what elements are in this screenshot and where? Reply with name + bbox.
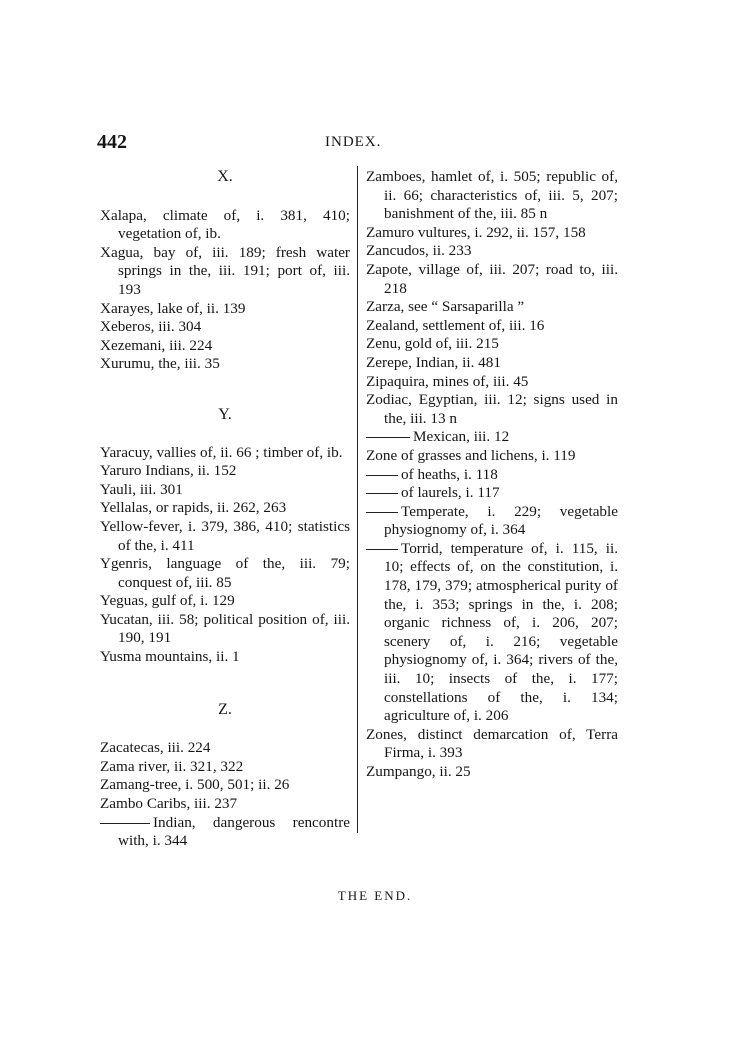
section-letter-y: Y. <box>218 405 232 423</box>
sub-entry-text: Temperate, i. 229; vegetable physiognomy of, i. 364 <box>384 502 618 539</box>
index-sub-entry <box>366 428 618 447</box>
ditto-dash <box>366 512 398 513</box>
index-entry: Zone of grasses and lichens, i. 119 <box>366 446 576 464</box>
index-entry: Xagua, bay of, iii. 189; fresh water springs in the, iii. 191; port of, iii. 193 <box>100 243 350 298</box>
index-entry: Xeberos, iii. 304 <box>100 318 202 336</box>
the-end-footer: THE END. <box>337 888 413 903</box>
page-number: 442 <box>97 131 127 153</box>
index-entry: Yaruro Indians, ii. 152 <box>100 462 237 480</box>
index-entry: Zancudos, ii. 233 <box>366 242 472 260</box>
index-entry: Yaracuy, vallies of, ii. 66 ; timber of, ib. <box>100 443 343 461</box>
column-divider <box>357 166 358 833</box>
ditto-dash <box>100 823 150 824</box>
right-column <box>366 168 618 782</box>
ditto-dash <box>366 493 398 494</box>
index-sub-entry <box>366 540 618 726</box>
index-entry: Ygenris, language of the, iii. 79; conquest of, iii. 85 <box>100 555 350 591</box>
sub-entry-text: Mexican, iii. 12 <box>413 428 510 446</box>
index-entry: Zumpango, ii. 25 <box>366 763 471 780</box>
index-entry: Xurumu, the, iii. 35 <box>100 355 220 373</box>
index-entry: Zenu, gold of, iii. 215 <box>366 335 499 353</box>
index-entry: Yusma mountains, ii. 1 <box>100 648 240 666</box>
index-entry: Zipaquira, mines of, iii. 45 <box>366 372 529 390</box>
ditto-dash <box>366 549 398 550</box>
sub-entry-text: Indian, dangerous rencontre with, i. 344 <box>118 813 350 850</box>
index-entry: Zama river, ii. 321, 322 <box>100 757 244 775</box>
index-sub-entry <box>366 503 618 540</box>
index-entry: Zapote, village of, iii. 207; road to, iii. 218 <box>366 260 618 297</box>
ditto-dash <box>366 475 398 476</box>
index-entry: Zones, distinct demarcation of, Terra Firma, i. 393 <box>366 725 618 762</box>
index-entry: Zerepe, Indian, ii. 481 <box>366 353 501 371</box>
index-entry: Zambo Caribs, iii. 237 <box>100 795 238 813</box>
index-entry: Zodiac, Egyptian, iii. 12; signs used in the, iii. 13 n <box>366 391 618 427</box>
index-entry: Yellalas, or rapids, ii. 262, 263 <box>100 499 287 517</box>
index-sub-entry <box>366 466 618 485</box>
sub-entry-text: of heaths, i. 118 <box>401 465 498 483</box>
index-entry: Zamang-tree, i. 500, 501; ii. 26 <box>100 776 290 794</box>
section-letter-z: Z. <box>218 700 232 718</box>
index-entry: Zarza, see “ Sarsaparilla ” <box>366 298 525 316</box>
section-letter-x: X. <box>217 168 233 185</box>
index-entry: Zamuro vultures, i. 292, ii. 157, 158 <box>366 223 586 241</box>
page-header <box>0 131 750 153</box>
sub-entry-text: Torrid, temperature of, i. 115, ii. 10; effects of, on the constitution, i. 178, 179, 379; atmospherical purity of the, i. 353; springs in the, i. 208; organic richness of, i. 206, 207; scenery of, i. 216; vegetable physiognomy of, i. 364; rivers of the, iii. 10; insects of the, i. 177; constellations of the, i. 134; agriculture of, i. 206 <box>384 539 618 725</box>
ditto-dash <box>366 437 410 438</box>
index-entry: Zealand, settlement of, iii. 16 <box>366 316 545 334</box>
index-entry: Xarayes, lake of, ii. 139 <box>100 299 246 317</box>
index-entry: Yauli, iii. 301 <box>100 480 183 498</box>
index-sub-entry <box>100 814 350 851</box>
index-entry: Xezemani, iii. 224 <box>100 336 213 354</box>
index-entry: Zacatecas, iii. 224 <box>100 739 211 757</box>
running-head: INDEX. <box>325 134 382 150</box>
index-entry: Yucatan, iii. 58; political position of, iii. 190, 191 <box>100 610 350 647</box>
sub-entry-text: of laurels, i. 117 <box>401 484 500 502</box>
index-entry: Xalapa, climate of, i. 381, 410; vegetation of, ib. <box>100 206 350 243</box>
left-column <box>100 168 350 851</box>
index-entry: Zamboes, hamlet of, i. 505; republic of, ii. 66; characteristics of, iii. 5, 207; banishment of the, iii. 85 n <box>366 168 618 223</box>
index-entry: Yeguas, gulf of, i. 129 <box>100 592 235 610</box>
index-entry: Yellow-fever, i. 379, 386, 410; statistics of the, i. 411 <box>100 517 350 554</box>
index-sub-entry <box>366 484 618 503</box>
